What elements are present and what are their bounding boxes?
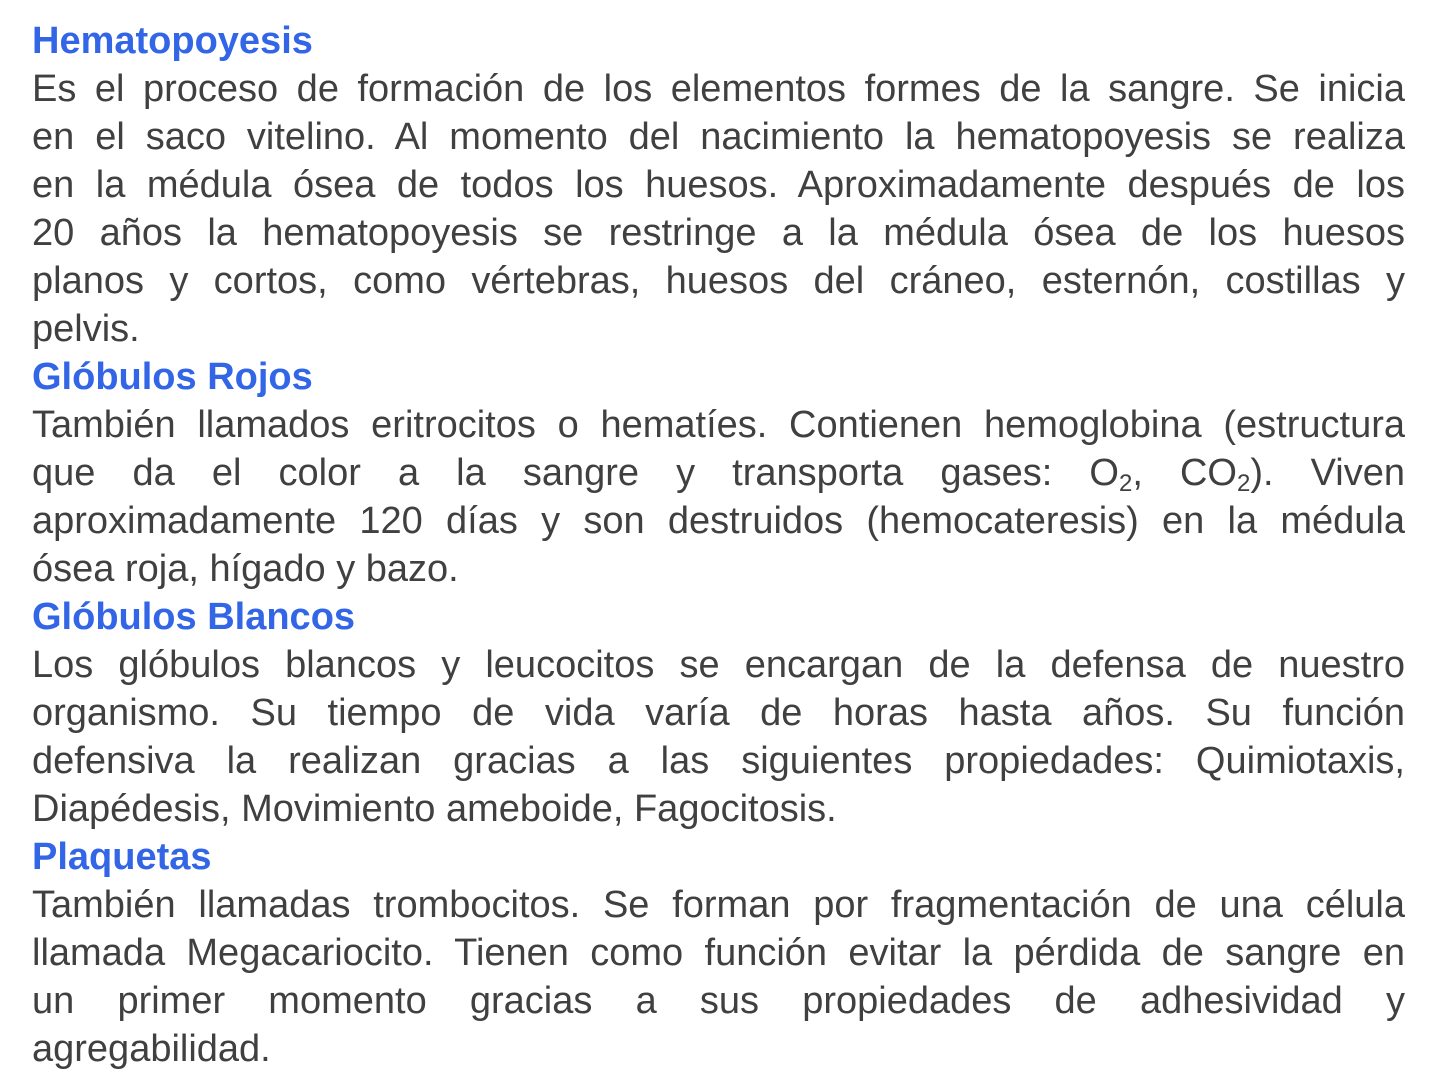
paragraph-line: un primer momento gracias a sus propiedades de adhesividad y xyxy=(32,980,1405,1022)
paragraph-line: en la médula ósea de todos los huesos. Aproximadamente después de los xyxy=(32,164,1405,206)
text: ). Viven xyxy=(1250,452,1405,494)
heading-globulos-rojos: Glóbulos Rojos xyxy=(32,356,313,398)
paragraph-line-with-formulas xyxy=(32,449,1405,497)
paragraph-line: Es el proceso de formación de los elementos formes de la sangre. Se inicia xyxy=(32,68,1405,110)
paragraph-line: También llamados eritrocitos o hematíes. Contienen hemoglobina (estructura xyxy=(32,404,1405,446)
paragraph-line: organismo. Su tiempo de vida varía de horas hasta años. Su función xyxy=(32,692,1405,734)
document xyxy=(32,17,1405,1073)
paragraph-line: defensiva la realizan gracias a las siguientes propiedades: Quimiotaxis, xyxy=(32,740,1405,782)
heading-hematopoyesis: Hematopoyesis xyxy=(32,20,313,62)
paragraph-line: en el saco vitelino. Al momento del nacimiento la hematopoyesis se realiza xyxy=(32,116,1405,158)
paragraph-line: agregabilidad. xyxy=(32,1028,271,1070)
paragraph-line: planos y cortos, como vértebras, huesos del cráneo, esternón, costillas y xyxy=(32,260,1405,302)
paragraph-line: También llamadas trombocitos. Se forman por fragmentación de una célula xyxy=(32,884,1405,926)
paragraph-line: aproximadamente 120 días y son destruidos (hemocateresis) en la médula xyxy=(32,500,1405,542)
paragraph-line: Diapédesis, Movimiento ameboide, Fagocitosis. xyxy=(32,788,837,830)
paragraph-line: ósea roja, hígado y bazo. xyxy=(32,548,459,590)
paragraph-line: 20 años la hematopoyesis se restringe a la médula ósea de los huesos xyxy=(32,212,1405,254)
subscript: 2 xyxy=(1236,470,1251,497)
text: , CO xyxy=(1132,452,1237,494)
paragraph-line: Los glóbulos blancos y leucocitos se encargan de la defensa de nuestro xyxy=(32,644,1405,686)
heading-globulos-blancos: Glóbulos Blancos xyxy=(32,596,356,638)
subscript: 2 xyxy=(1118,470,1133,497)
heading-plaquetas: Plaquetas xyxy=(32,836,212,878)
paragraph-line: llamada Megacariocito. Tienen como función evitar la pérdida de sangre en xyxy=(32,932,1405,974)
paragraph-line: pelvis. xyxy=(32,308,140,350)
text: que da el color a la sangre y transporta gases: O xyxy=(32,452,1119,494)
